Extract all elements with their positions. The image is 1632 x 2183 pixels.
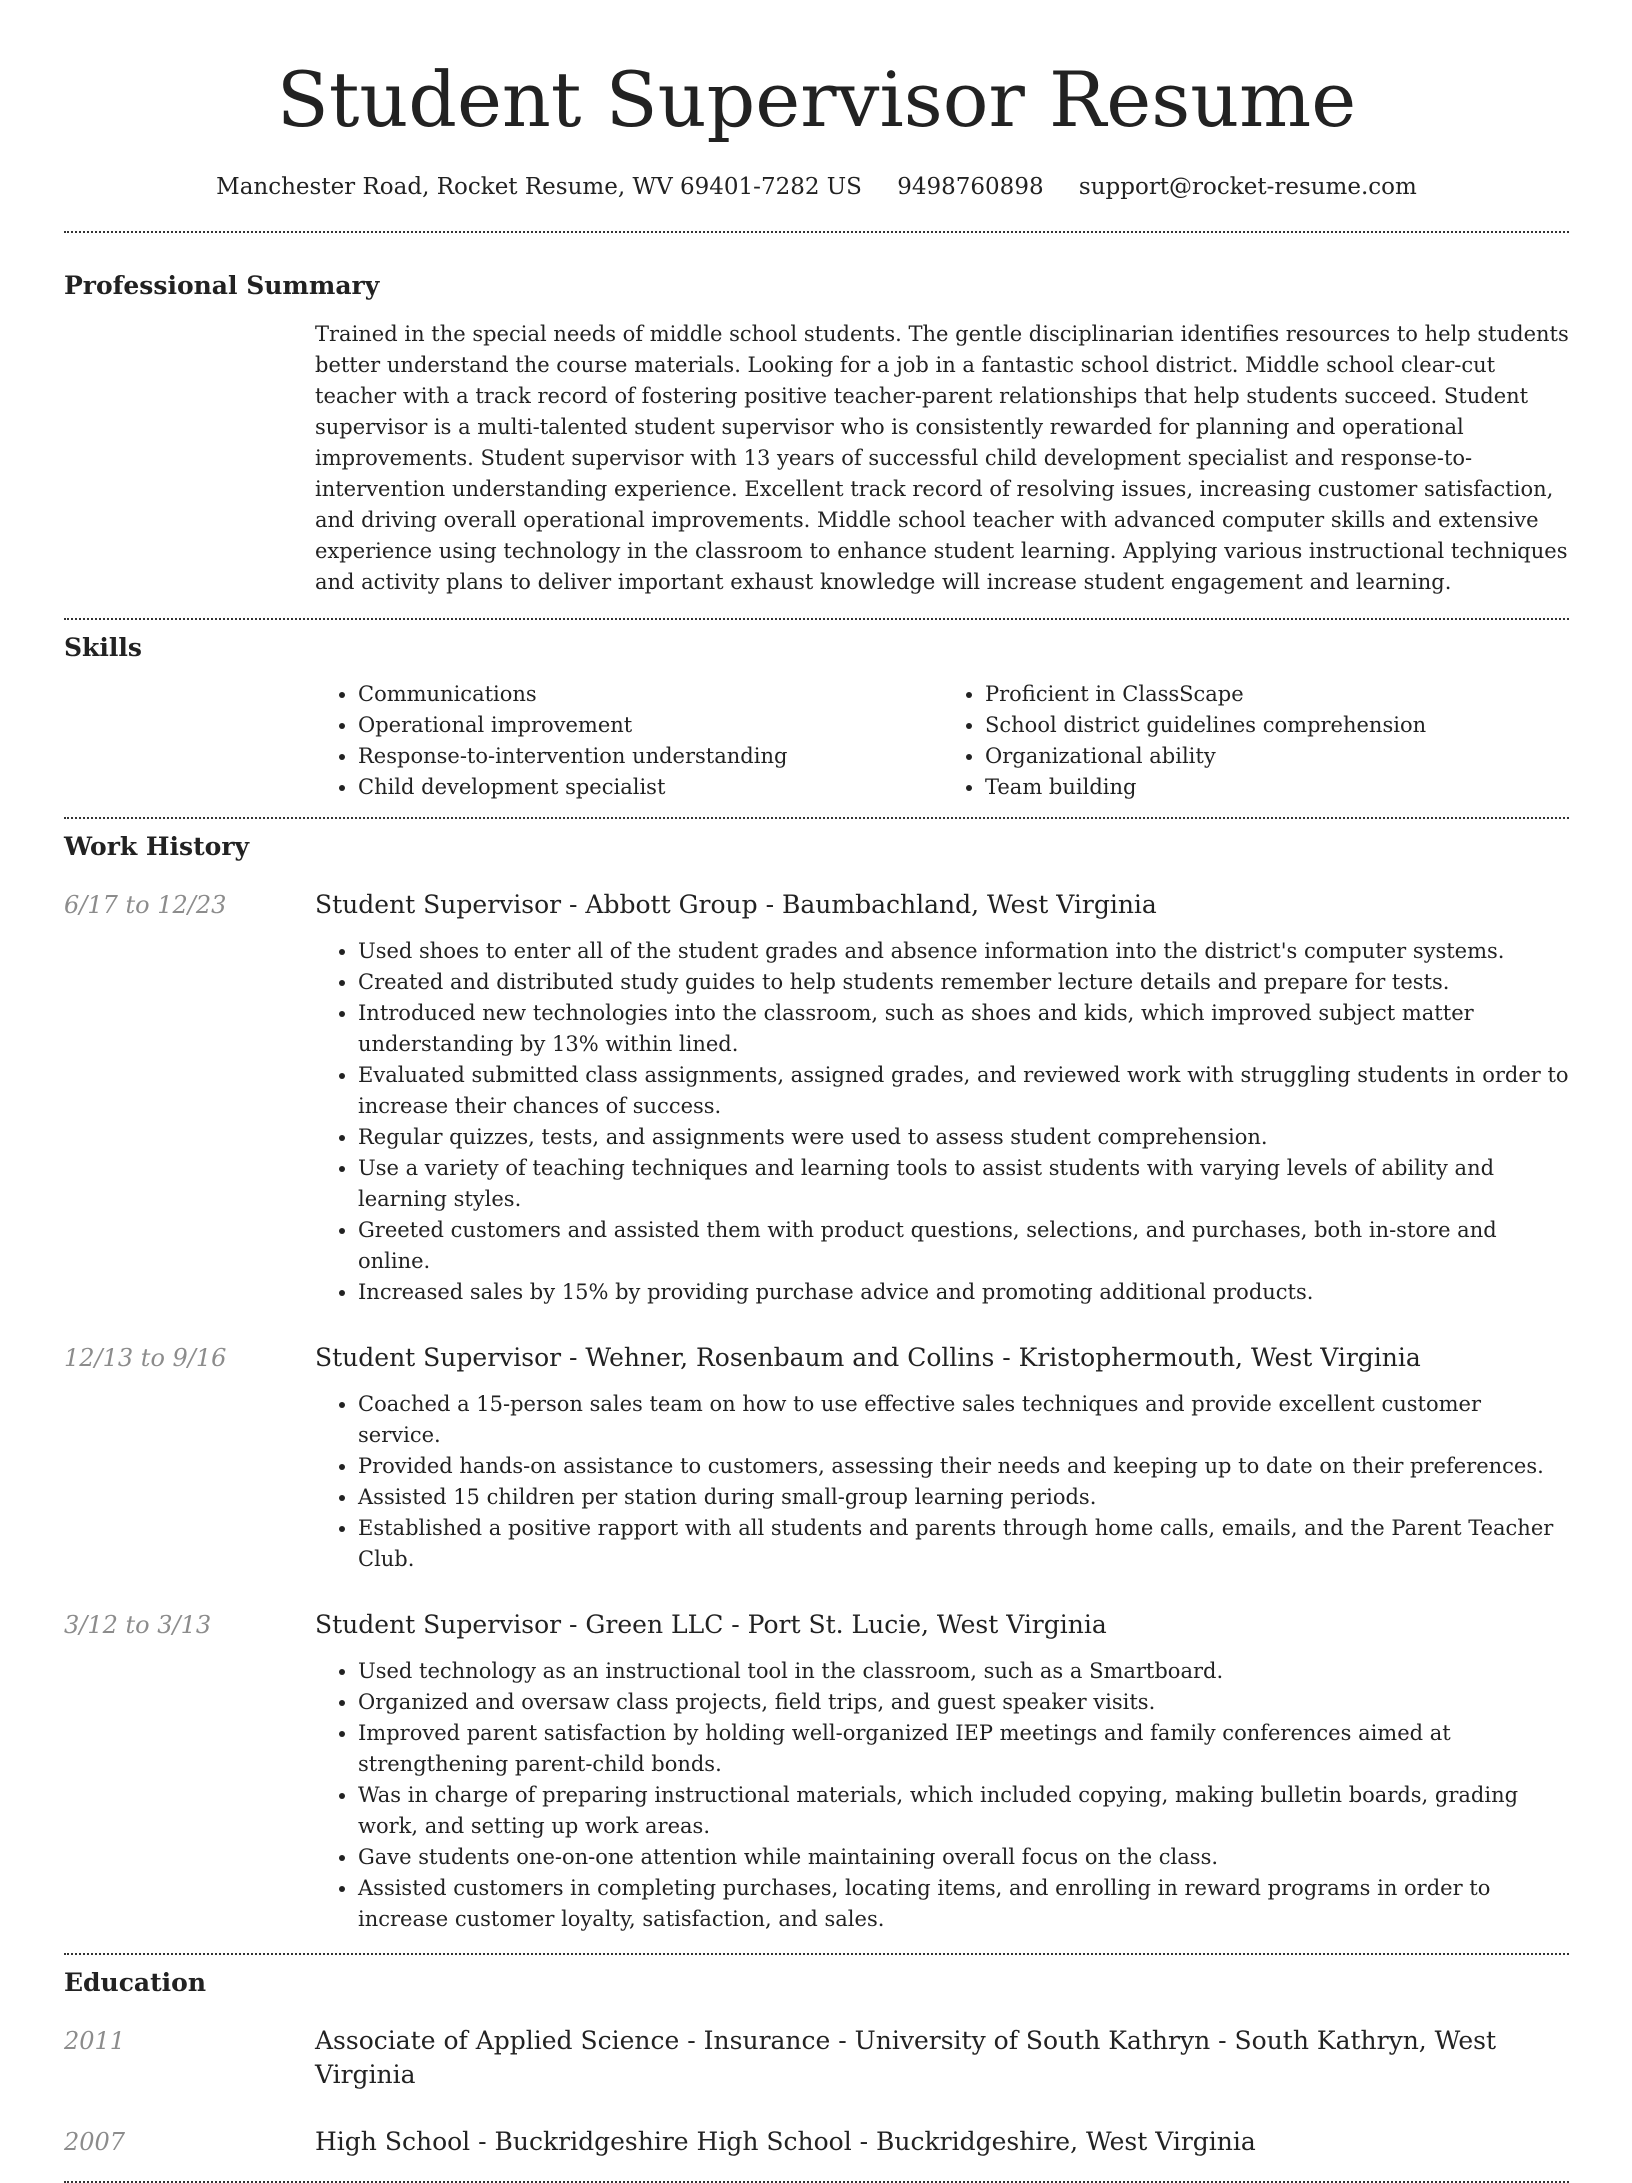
summary-section xyxy=(64,269,1569,598)
summary-heading: Professional Summary xyxy=(64,271,380,300)
education-heading: Education xyxy=(64,1968,207,1997)
job-details: - Abbott Group - Baumbachland, West Virginia xyxy=(561,890,1157,919)
skills-list-left xyxy=(315,679,942,803)
skill-item: • Proficient in ClassScape xyxy=(985,679,1569,710)
education-degree: Associate of Applied Science - Insurance xyxy=(315,2026,831,2055)
job-bullet: • Provided hands-on assistance to customers, assessing their needs and keeping up to date on their preferences. xyxy=(358,1451,1569,1482)
job-bullet: • Assisted 15 children per station during small-group learning periods. xyxy=(358,1482,1569,1513)
contact-address: Manchester Road, Rocket Resume, WV 69401-7282 US xyxy=(216,174,862,200)
job-dates: 3/12 to 3/13 xyxy=(64,1611,212,1639)
divider xyxy=(64,231,1569,233)
contact-phone: 9498760898 xyxy=(897,174,1044,200)
skill-item: • Organizational ability xyxy=(985,741,1569,772)
summary-text: Trained in the special needs of middle school students. The gentle disciplinarian identifies resources to help students better understand the course materials. Looking for a job in a fantastic school district. Middle school clear-cut teacher with a track record of fostering positive teacher-parent relationships that help students succeed. Student supervisor is a multi-talented student supervisor who is consistently rewarded for planning and operational improvements. Student supervisor with 13 years of successful child development specialist and response-to-intervention understanding experience. Excellent track record of resolving issues, increasing customer satisfaction, and driving overall operational improvements. Middle school teacher with advanced computer skills and extensive experience using technology in the classroom to enhance student learning. Applying various instructional techniques and activity plans to deliver important exhaust knowledge will increase student engagement and learning. xyxy=(315,322,1569,594)
education-details: - Buckridgeshire High School - Buckridgeshire, West Virginia xyxy=(470,2127,1256,2156)
education-degree: High School xyxy=(315,2127,471,2156)
job-bullet: • Improved parent satisfaction by holding well-organized IEP meetings and family conferences aimed at strengthening parent-child bonds. xyxy=(358,1718,1569,1780)
education-year: 2007 xyxy=(64,2128,126,2156)
skill-item: • Response-to-intervention understanding xyxy=(358,741,942,772)
work-history-heading: Work History xyxy=(64,832,250,861)
education-details: - University of South Kathryn - South Kathryn, West Virginia xyxy=(315,2026,1497,2089)
job-dates: 6/17 to 12/23 xyxy=(64,891,227,919)
skill-item: • School district guidelines comprehension xyxy=(985,710,1569,741)
job-title: Student Supervisor xyxy=(315,1343,562,1372)
job-details: - Wehner, Rosenbaum and Collins - Kristophermouth, West Virginia xyxy=(561,1343,1421,1372)
job-entry xyxy=(64,1341,1569,1575)
job-bullet: • Greeted customers and assisted them with product questions, selections, and purchases, both in-store and online. xyxy=(358,1215,1569,1277)
job-entry xyxy=(64,888,1569,1308)
resume-title: Student Supervisor Resume xyxy=(276,55,1357,144)
education-year: 2011 xyxy=(64,2027,126,2055)
job-bullet: • Regular quizzes, tests, and assignments were used to assess student comprehension. xyxy=(358,1122,1569,1153)
skill-item: • Operational improvement xyxy=(358,710,942,741)
job-bullets xyxy=(315,1656,1569,1935)
divider xyxy=(64,817,1569,819)
skill-item: • Team building xyxy=(985,772,1569,803)
job-heading xyxy=(315,888,1569,922)
job-bullets xyxy=(315,1389,1569,1575)
job-bullet: • Was in charge of preparing instructional materials, which included copying, making bulletin boards, grading work, and setting up work areas. xyxy=(358,1780,1569,1842)
job-bullet: • Gave students one-on-one attention while maintaining overall focus on the class. xyxy=(358,1842,1569,1873)
job-bullets xyxy=(315,936,1569,1308)
resume-page xyxy=(64,0,1569,2183)
skills-list-right xyxy=(942,679,1569,803)
job-dates: 12/13 to 9/16 xyxy=(64,1344,227,1372)
work-history-section xyxy=(64,830,1569,1935)
education-heading-line xyxy=(315,2024,1569,2092)
job-heading xyxy=(315,1608,1569,1642)
job-bullet: • Increased sales by 15% by providing purchase advice and promoting additional products. xyxy=(358,1277,1569,1308)
skill-item: • Communications xyxy=(358,679,942,710)
job-bullet: • Coached a 15-person sales team on how to use effective sales techniques and provide excellent customer service. xyxy=(358,1389,1569,1451)
education-entry xyxy=(64,2024,1569,2092)
divider xyxy=(64,618,1569,620)
job-bullet: • Evaluated submitted class assignments, assigned grades, and reviewed work with struggling students in order to increase their chances of success. xyxy=(358,1060,1569,1122)
job-bullet: • Use a variety of teaching techniques and learning tools to assist students with varying levels of ability and learning styles. xyxy=(358,1153,1569,1215)
divider xyxy=(64,1953,1569,1955)
job-details: - Green LLC - Port St. Lucie, West Virginia xyxy=(561,1610,1107,1639)
contact-email: support@rocket-resume.com xyxy=(1078,174,1417,200)
job-title: Student Supervisor xyxy=(315,890,562,919)
skill-item: • Child development specialist xyxy=(358,772,942,803)
job-heading xyxy=(315,1341,1569,1375)
job-entry xyxy=(64,1608,1569,1935)
job-bullet: • Created and distributed study guides to help students remember lecture details and prepare for tests. xyxy=(358,967,1569,998)
job-bullet: • Assisted customers in completing purchases, locating items, and enrolling in reward programs in order to increase customer loyalty, satisfaction, and sales. xyxy=(358,1873,1569,1935)
education-heading-line xyxy=(315,2125,1569,2159)
education-entry xyxy=(64,2125,1569,2159)
skills-section xyxy=(64,631,1569,803)
contact-line xyxy=(64,170,1569,204)
job-bullet: • Established a positive rapport with all students and parents through home calls, emails, and the Parent Teacher Club. xyxy=(358,1513,1569,1575)
job-bullet: • Introduced new technologies into the classroom, such as shoes and kids, which improved subject matter understanding by 13% within lined. xyxy=(358,998,1569,1060)
education-section xyxy=(64,1966,1569,2159)
job-bullet: • Used shoes to enter all of the student grades and absence information into the district's computer systems. xyxy=(358,936,1569,967)
job-bullet: • Organized and oversaw class projects, field trips, and guest speaker visits. xyxy=(358,1687,1569,1718)
skills-heading: Skills xyxy=(64,633,142,662)
job-bullet: • Used technology as an instructional tool in the classroom, such as a Smartboard. xyxy=(358,1656,1569,1687)
job-title: Student Supervisor xyxy=(315,1610,562,1639)
